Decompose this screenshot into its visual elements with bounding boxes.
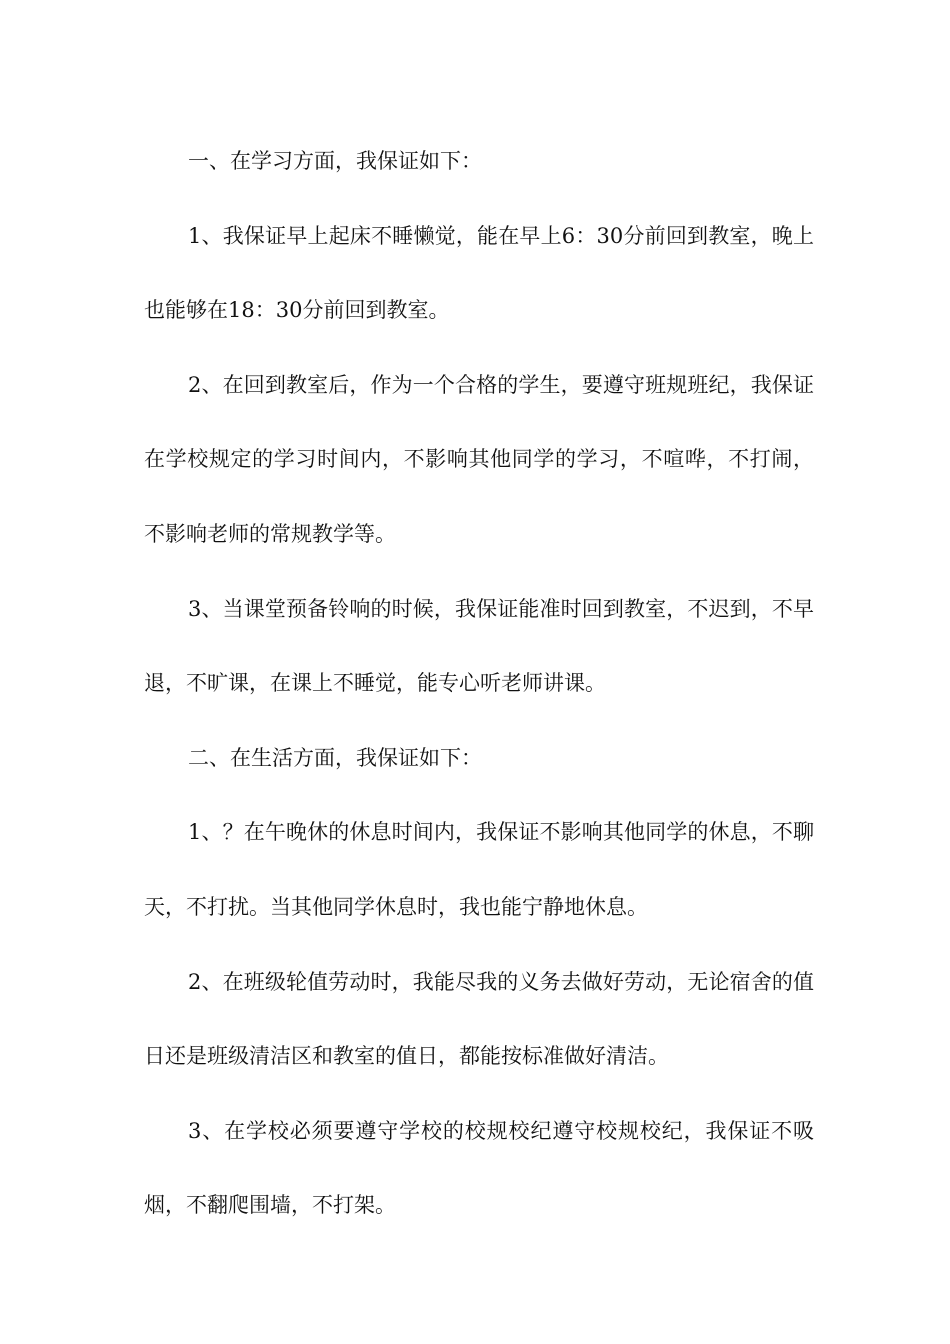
life-item-1: 1、？在午晚休的休息时间内，我保证不影响其他同学的休息，不聊天，不打扰。当其他同学休息时，我也能宁静地休息。	[144, 820, 814, 919]
document-body	[144, 124, 814, 1243]
life-item-3: 3、在学校必须要遵守学校的校规校纪遵守校规校纪，我保证不吸烟，不翻爬围墙，不打架。	[144, 1118, 814, 1218]
section-heading-life: 二、在生活方面，我保证如下：	[188, 745, 482, 770]
section-heading-study: 一、在学习方面，我保证如下：	[188, 149, 482, 173]
study-item-3: 3、当课堂预备铃响的时候，我保证能准时回到教室，不迟到，不早退，不旷课，在课上不睡觉，能专心听老师讲课。	[144, 596, 814, 696]
study-item-1: 1、我保证早上起床不睡懒觉，能在早上6：30分前回到教室，晚上也能够在18：30分前回到教室。	[144, 223, 814, 323]
study-item-2: 2、在回到教室后，作为一个合格的学生，要遵守班规班纪，我保证在学校规定的学习时间内，不影响其他同学的学习，不喧哗，不打闹，不影响老师的常规教学等。	[144, 372, 814, 546]
life-item-2: 2、在班级轮值劳动时，我能尽我的义务去做好劳动，无论宿舍的值日还是班级清洁区和教室的值日，都能按标准做好清洁。	[144, 969, 814, 1069]
